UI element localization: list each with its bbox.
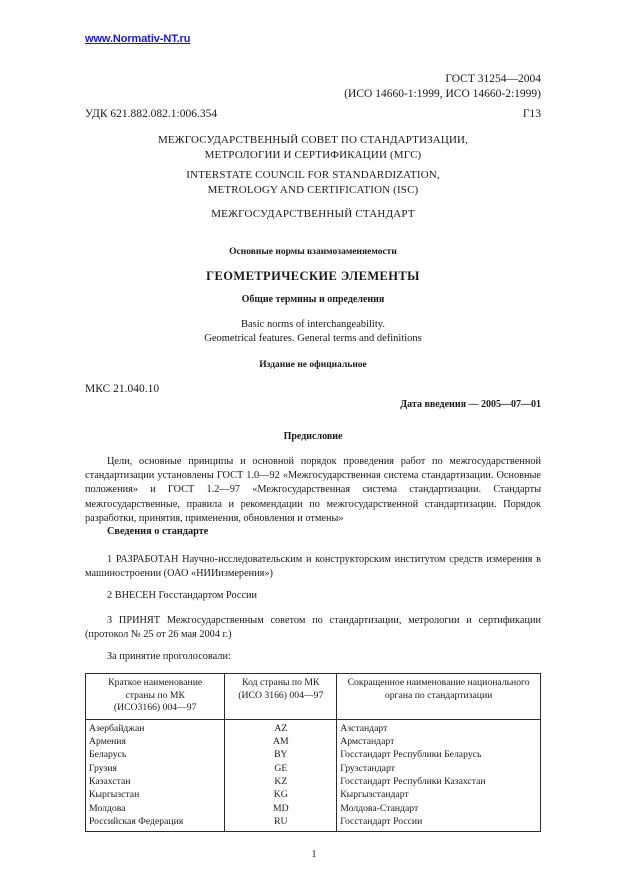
preface-item-adopted: 3 ПРИНЯТ Межгосударственным советом по стандартизации, метрологии и сертификации (протокол № 25 от 26 мая 2004 г.) [85,615,541,641]
table-row [86,762,541,775]
table-row [86,775,541,788]
cell-country: Азербайджан [86,719,225,735]
column-header-code-line2: (ИСО 3166) 004—97 [238,689,324,701]
cell-code: MD [225,802,337,815]
cell-body: Госстандарт Республики Беларусь [337,748,541,761]
column-header-body [337,674,541,720]
standard-info-heading: Сведения о стандарте [107,526,209,537]
table-header-row [86,674,541,720]
voting-table-body [86,719,541,831]
cell-code: RU [225,815,337,828]
voting-label: За принятие проголосовали: [107,651,231,662]
preface-heading: Предисловие [283,431,343,442]
cell-body: Армстандарт [337,735,541,748]
table-bottom-border [86,828,541,832]
gost-number: ГОСТ 31254—2004 [445,73,541,85]
cell-code: KZ [225,775,337,788]
cell-code: GE [225,762,337,775]
council-title-ru-line1: МЕЖГОСУДАРСТВЕННЫЙ СОВЕТ ПО СТАНДАРТИЗАЦИИ, [157,134,469,146]
column-header-country-line1: Краткое наименование [108,677,203,688]
cell-country: Грузия [86,762,225,775]
cell-code: BY [225,748,337,761]
udk-row [85,108,541,120]
cell-code: KG [225,788,337,801]
cell-body: Молдова-Стандарт [337,802,541,815]
cell-code: AZ [225,719,337,735]
cell-body: Кыргызстандарт [337,788,541,801]
cell-body: Госстандарт Республики Казахстан [337,775,541,788]
cell-country: Кыргызстан [86,788,225,801]
udk-code: УДК 621.882.082.1:006.354 [85,108,218,120]
table-row [86,719,541,735]
table-row [86,815,541,828]
table-row [86,748,541,761]
table-row [86,735,541,748]
cell-country: Беларусь [86,748,225,761]
preface-item-introduced: 2 ВНЕСЕН Госстандартом России [107,590,258,601]
column-header-country [86,674,225,720]
table-bottom-border-cell [86,828,225,832]
council-title-en-line1: INTERSTATE COUNCIL FOR STANDARDIZATION, [186,169,440,181]
site-watermark-link[interactable]: www.Normativ-NT.ru [85,33,191,45]
standard-subtitle: Общие термины и определения [241,294,385,305]
table-row [86,788,541,801]
column-header-body-line2: органа по стандартизации [384,689,493,701]
cell-country: Российская Федерация [86,815,225,828]
cell-country: Казахстан [86,775,225,788]
cell-body: Азстандарт [337,719,541,735]
column-header-country-line3: (ИСО3166) 004—97 [113,702,197,714]
classifier-code: Г13 [522,108,541,120]
table-bottom-border-cell [337,828,541,832]
preface-item-developed: 1 РАЗРАБОТАН Научно-исследовательским и конструкторским институтом средств измерения в машиностроении (ОАО «НИИизмерения») [85,554,541,580]
column-header-code-line1: Код страны по МК [242,677,320,688]
cell-body: Госстандарт России [337,815,541,828]
column-header-code [225,674,337,720]
council-title-en-line2: METROLOGY AND CERTIFICATION (ISC) [207,183,419,196]
iso-equivalents: (ИСО 14660-1:1999, ИСО 14660-2:1999) [344,88,541,100]
column-header-body-line1: Сокращенное наименование национального [347,677,530,688]
voting-table [85,673,541,832]
cell-code: AM [225,735,337,748]
cell-country: Армения [86,735,225,748]
edition-note: Издание не официальное [259,360,367,370]
english-title-line1: Basic norms of interchangeability. [241,319,385,330]
standard-subject: Основные нормы взаимозаменяемости [229,247,397,257]
english-title-block [85,318,541,345]
column-header-country-line2: страны по МК [125,689,185,701]
council-title-ru-line2: МЕТРОЛОГИИ И СЕРТИФИКАЦИИ (МГС) [204,148,422,161]
mks-code: МКС 21.040.10 [85,383,160,395]
date-of-introduction: Дата введения — 2005—07—01 [400,399,541,410]
council-title-ru [85,133,541,162]
english-title-line2: Geometrical features. General terms and definitions [204,332,422,344]
standard-kind-heading: МЕЖГОСУДАРСТВЕННЫЙ СТАНДАРТ [211,208,415,220]
page-number: 1 [311,849,317,860]
table-bottom-border-cell [225,828,337,832]
cell-country: Молдова [86,802,225,815]
council-title-en [85,168,541,197]
cell-body: Грузстандарт [337,762,541,775]
gost-identifier-block [85,72,541,102]
table-row [86,802,541,815]
preface-goals-paragraph: Цели, основные принципы и основной порядок проведения работ по межгосударственной стандартизации установлены ГОСТ 1.0—92 «Межгосударственная система стандартизации. Основные положения» и ГОСТ 1.2—97 «Межгосударственная система стандартизации. Стандарты межгосударственные, правила и рекомендации по межгосударственной стандартизации. Порядок разработки, принятия, применения, обновления и отмены» [85,456,541,524]
page-title: ГЕОМЕТРИЧЕСКИЕ ЭЛЕМЕНТЫ [206,269,420,283]
